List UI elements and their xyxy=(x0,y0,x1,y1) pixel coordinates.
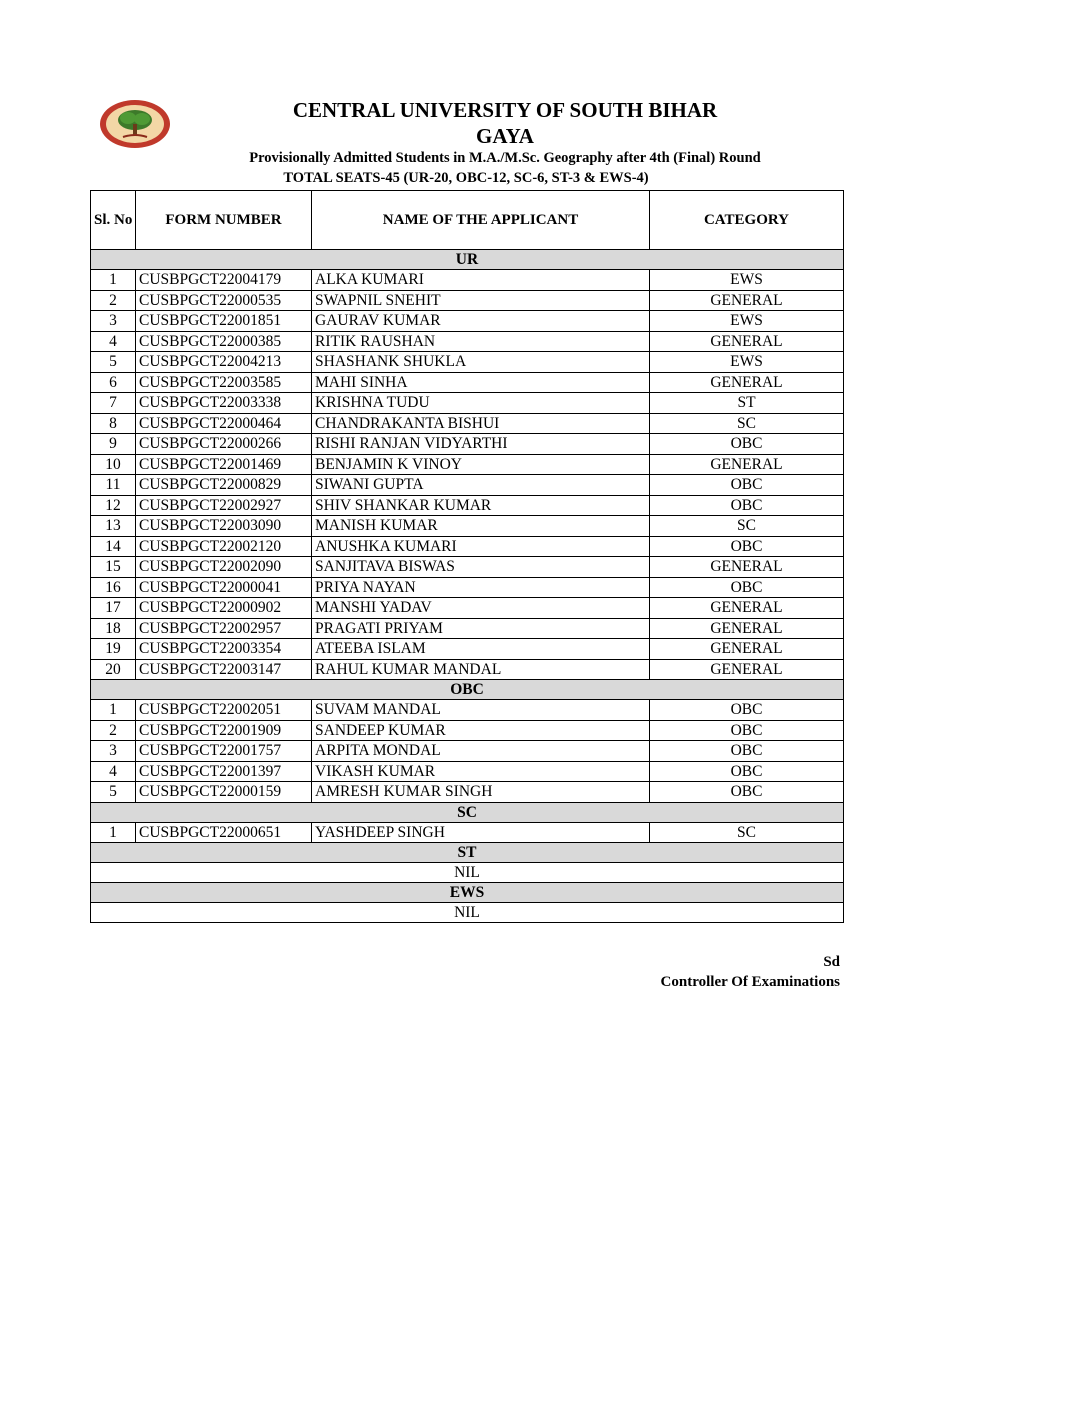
signature-sd: Sd xyxy=(823,954,840,970)
cell-sl-no: 16 xyxy=(91,577,136,598)
cell-sl-no: 15 xyxy=(91,557,136,578)
cell-category: SC xyxy=(650,822,844,843)
university-city: GAYA xyxy=(476,124,534,148)
cell-category: ST xyxy=(650,393,844,414)
cell-form-number: CUSBPGCT22003585 xyxy=(136,372,312,393)
cell-category: OBC xyxy=(650,577,844,598)
cell-sl-no: 3 xyxy=(91,741,136,762)
cell-sl-no: 19 xyxy=(91,639,136,660)
cell-category: OBC xyxy=(650,434,844,455)
cell-category: OBC xyxy=(650,700,844,721)
cell-sl-no: 5 xyxy=(91,352,136,373)
cell-category: GENERAL xyxy=(650,454,844,475)
cell-category: GENERAL xyxy=(650,598,844,619)
section-title: ST xyxy=(91,843,844,863)
cell-sl-no: 13 xyxy=(91,516,136,537)
cell-sl-no: 20 xyxy=(91,659,136,680)
cell-applicant-name: PRAGATI PRIYAM xyxy=(312,618,650,639)
table-row xyxy=(91,475,844,496)
cell-form-number: CUSBPGCT22001909 xyxy=(136,720,312,741)
section-title: SC xyxy=(91,802,844,822)
cell-category: GENERAL xyxy=(650,331,844,352)
cell-category: GENERAL xyxy=(650,639,844,660)
cell-sl-no: 4 xyxy=(91,761,136,782)
col-header-form-number: FORM NUMBER xyxy=(136,191,312,250)
cell-form-number: CUSBPGCT22000535 xyxy=(136,290,312,311)
table-row xyxy=(91,598,844,619)
cell-category: EWS xyxy=(650,352,844,373)
table-row xyxy=(91,700,844,721)
cell-form-number: CUSBPGCT22000902 xyxy=(136,598,312,619)
cell-sl-no: 9 xyxy=(91,434,136,455)
section-title: OBC xyxy=(91,680,844,700)
table-row xyxy=(91,761,844,782)
cell-form-number: CUSBPGCT22003090 xyxy=(136,516,312,537)
cell-applicant-name: ALKA KUMARI xyxy=(312,270,650,291)
total-seats: TOTAL SEATS-45 (UR-20, OBC-12, SC-6, ST-3 & EWS-4) xyxy=(283,170,649,186)
cell-category: GENERAL xyxy=(650,618,844,639)
signatory-title: Controller Of Examinations xyxy=(660,974,840,990)
table-row xyxy=(91,557,844,578)
table-row xyxy=(91,720,844,741)
cell-applicant-name: KRISHNA TUDU xyxy=(312,393,650,414)
cell-category: OBC xyxy=(650,782,844,803)
col-header-applicant-name: NAME OF THE APPLICANT xyxy=(312,191,650,250)
cell-form-number: CUSBPGCT22001757 xyxy=(136,741,312,762)
cell-applicant-name: ANUSHKA KUMARI xyxy=(312,536,650,557)
cell-sl-no: 1 xyxy=(91,270,136,291)
table-row xyxy=(91,434,844,455)
admission-table xyxy=(90,190,844,923)
cell-applicant-name: SIWANI GUPTA xyxy=(312,475,650,496)
cell-applicant-name: PRIYA NAYAN xyxy=(312,577,650,598)
cell-applicant-name: SWAPNIL SNEHIT xyxy=(312,290,650,311)
cell-sl-no: 10 xyxy=(91,454,136,475)
table-header-row xyxy=(91,191,844,250)
cell-sl-no: 1 xyxy=(91,822,136,843)
cell-form-number: CUSBPGCT22003147 xyxy=(136,659,312,680)
cell-applicant-name: SHASHANK SHUKLA xyxy=(312,352,650,373)
table-row xyxy=(91,290,844,311)
cell-sl-no: 4 xyxy=(91,331,136,352)
cell-form-number: CUSBPGCT22002927 xyxy=(136,495,312,516)
cell-sl-no: 3 xyxy=(91,311,136,332)
nil-cell: NIL xyxy=(91,863,844,883)
cell-form-number: CUSBPGCT22002957 xyxy=(136,618,312,639)
cell-applicant-name: MANSHI YADAV xyxy=(312,598,650,619)
cell-form-number: CUSBPGCT22001469 xyxy=(136,454,312,475)
col-header-sl-no: Sl. No xyxy=(91,191,136,250)
cell-sl-no: 17 xyxy=(91,598,136,619)
table-row xyxy=(91,782,844,803)
table-row xyxy=(91,639,844,660)
cell-form-number: CUSBPGCT22004179 xyxy=(136,270,312,291)
cell-category: OBC xyxy=(650,475,844,496)
section-title: EWS xyxy=(91,883,844,903)
cell-sl-no: 11 xyxy=(91,475,136,496)
cell-form-number: CUSBPGCT22000829 xyxy=(136,475,312,496)
cell-sl-no: 18 xyxy=(91,618,136,639)
cell-applicant-name: RITIK RAUSHAN xyxy=(312,331,650,352)
cell-form-number: CUSBPGCT22003338 xyxy=(136,393,312,414)
cell-sl-no: 8 xyxy=(91,413,136,434)
cell-applicant-name: BENJAMIN K VINOY xyxy=(312,454,650,475)
cell-applicant-name: GAURAV KUMAR xyxy=(312,311,650,332)
cell-sl-no: 5 xyxy=(91,782,136,803)
cell-category: OBC xyxy=(650,536,844,557)
cell-category: GENERAL xyxy=(650,557,844,578)
cell-applicant-name: AMRESH KUMAR SINGH xyxy=(312,782,650,803)
cell-sl-no: 2 xyxy=(91,720,136,741)
cell-form-number: CUSBPGCT22003354 xyxy=(136,639,312,660)
cell-form-number: CUSBPGCT22002090 xyxy=(136,557,312,578)
cell-form-number: CUSBPGCT22002120 xyxy=(136,536,312,557)
cell-category: EWS xyxy=(650,270,844,291)
nil-row xyxy=(91,863,844,883)
section-title: UR xyxy=(91,250,844,270)
table-row xyxy=(91,822,844,843)
cell-applicant-name: MANISH KUMAR xyxy=(312,516,650,537)
cell-applicant-name: SHIV SHANKAR KUMAR xyxy=(312,495,650,516)
table-row xyxy=(91,393,844,414)
table-row xyxy=(91,741,844,762)
table-row xyxy=(91,413,844,434)
cell-form-number: CUSBPGCT22002051 xyxy=(136,700,312,721)
section-header-ur xyxy=(91,250,844,270)
cell-category: GENERAL xyxy=(650,372,844,393)
cell-form-number: CUSBPGCT22004213 xyxy=(136,352,312,373)
cell-applicant-name: SANDEEP KUMAR xyxy=(312,720,650,741)
table-row xyxy=(91,311,844,332)
cell-applicant-name: RAHUL KUMAR MANDAL xyxy=(312,659,650,680)
cell-applicant-name: SANJITAVA BISWAS xyxy=(312,557,650,578)
cell-category: EWS xyxy=(650,311,844,332)
cell-form-number: CUSBPGCT22001397 xyxy=(136,761,312,782)
cell-sl-no: 1 xyxy=(91,700,136,721)
cell-sl-no: 2 xyxy=(91,290,136,311)
table-row xyxy=(91,372,844,393)
cell-sl-no: 6 xyxy=(91,372,136,393)
cell-sl-no: 14 xyxy=(91,536,136,557)
table-row xyxy=(91,270,844,291)
cell-category: GENERAL xyxy=(650,290,844,311)
cell-applicant-name: ATEEBA ISLAM xyxy=(312,639,650,660)
table-row xyxy=(91,577,844,598)
col-header-category: CATEGORY xyxy=(650,191,844,250)
section-header-st xyxy=(91,843,844,863)
cell-form-number: CUSBPGCT22001851 xyxy=(136,311,312,332)
cell-form-number: CUSBPGCT22000266 xyxy=(136,434,312,455)
cell-applicant-name: RISHI RANJAN VIDYARTHI xyxy=(312,434,650,455)
cell-category: GENERAL xyxy=(650,659,844,680)
section-header-sc xyxy=(91,802,844,822)
cell-applicant-name: SUVAM MANDAL xyxy=(312,700,650,721)
table-row xyxy=(91,516,844,537)
document-subtitle: Provisionally Admitted Students in M.A./M.Sc. Geography after 4th (Final) Round xyxy=(249,150,761,166)
cell-applicant-name: CHANDRAKANTA BISHUI xyxy=(312,413,650,434)
table-row xyxy=(91,536,844,557)
cell-form-number: CUSBPGCT22000464 xyxy=(136,413,312,434)
nil-row xyxy=(91,903,844,923)
cell-sl-no: 7 xyxy=(91,393,136,414)
table-row xyxy=(91,331,844,352)
nil-cell: NIL xyxy=(91,903,844,923)
table-row xyxy=(91,495,844,516)
cell-applicant-name: VIKASH KUMAR xyxy=(312,761,650,782)
cell-category: OBC xyxy=(650,741,844,762)
table-row xyxy=(91,454,844,475)
section-header-ews xyxy=(91,883,844,903)
table-row xyxy=(91,659,844,680)
table-row xyxy=(91,618,844,639)
table-row xyxy=(91,352,844,373)
cell-applicant-name: MAHI SINHA xyxy=(312,372,650,393)
section-header-obc xyxy=(91,680,844,700)
cell-category: OBC xyxy=(650,495,844,516)
cell-category: OBC xyxy=(650,720,844,741)
cell-applicant-name: YASHDEEP SINGH xyxy=(312,822,650,843)
cell-applicant-name: ARPITA MONDAL xyxy=(312,741,650,762)
cell-category: SC xyxy=(650,516,844,537)
cell-form-number: CUSBPGCT22000385 xyxy=(136,331,312,352)
cell-category: OBC xyxy=(650,761,844,782)
cell-sl-no: 12 xyxy=(91,495,136,516)
university-name: CENTRAL UNIVERSITY OF SOUTH BIHAR xyxy=(292,98,718,122)
cell-form-number: CUSBPGCT22000651 xyxy=(136,822,312,843)
cell-category: SC xyxy=(650,413,844,434)
cell-form-number: CUSBPGCT22000159 xyxy=(136,782,312,803)
cell-form-number: CUSBPGCT22000041 xyxy=(136,577,312,598)
